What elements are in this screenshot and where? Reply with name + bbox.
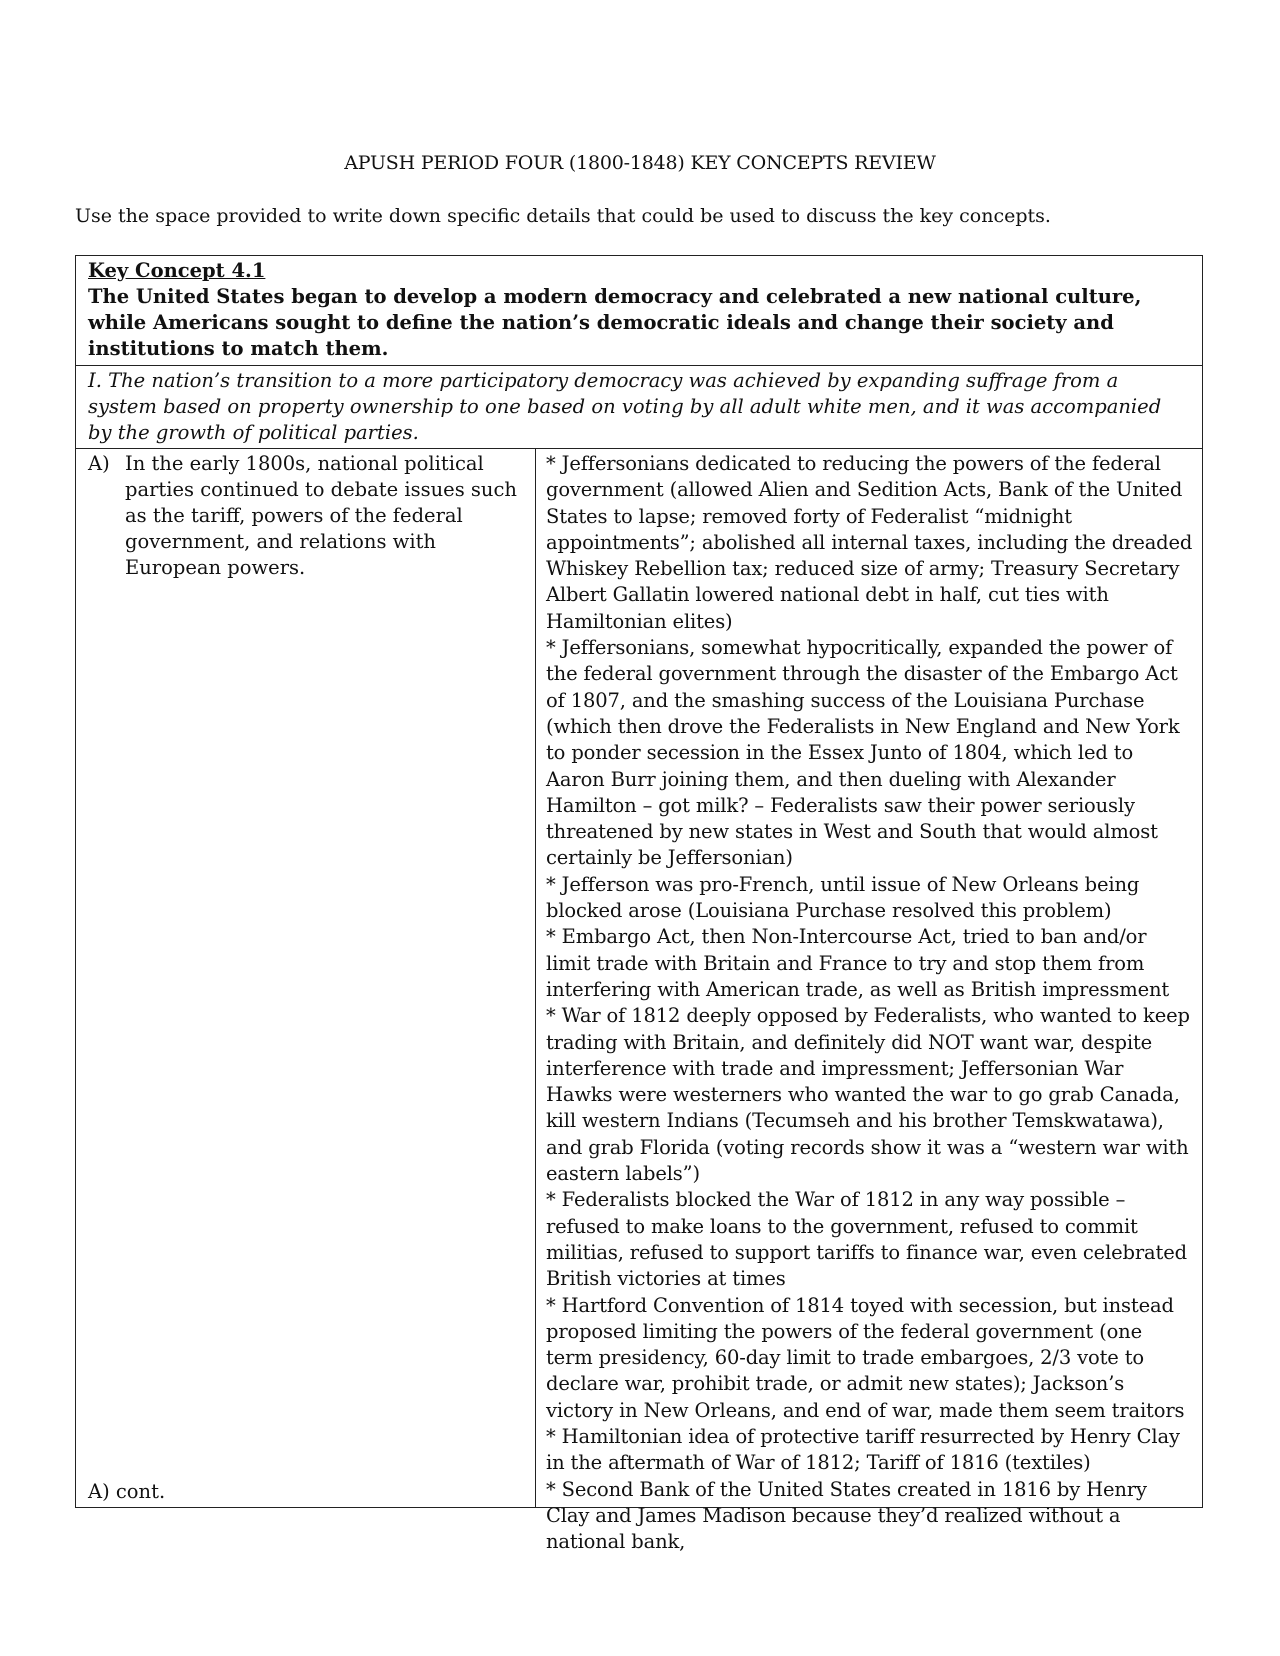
notes-column	[536, 449, 1202, 1554]
page-title: APUSH PERIOD FOUR (1800-1848) KEY CONCEPTS REVIEW	[344, 152, 936, 174]
concept-label: Key Concept 4.1	[88, 259, 266, 282]
concept-text: The United States began to develop a modern democracy and celebrated a new national culture, while Americans sought to define the nation’s democratic ideals and change their society and institutions to match them.	[88, 285, 1142, 360]
concept-header	[76, 256, 1202, 366]
instructions: Use the space provided to write down specific details that could be used to discuss the key concepts.	[75, 205, 1051, 227]
note-item: * Jefferson was pro-French, until issue of New Orleans being blocked arose (Louisiana Purchase resolved this problem)	[546, 872, 1140, 923]
item-text: In the early 1800s, national political parties continued to debate issues such as the tariff, powers of the federal government, and relations with European powers.	[125, 452, 517, 579]
left-item	[88, 451, 523, 581]
note-item: * Embargo Act, then Non-Intercourse Act, tried to ban and/or limit trade with Britain and France to try and stop them from interfering with American trade, as well as British impressment	[546, 925, 1170, 1001]
note-item: * War of 1812 deeply opposed by Federalists, who wanted to keep trading with Britain, and definitely did NOT want war, despite interference with trade and impressment; Jeffersonian War Hawks were westerners who wanted the war to go grab Canada, kill western Indians (Tecumseh and his brother Temskwatawa), and grab Florida (voting records show it was a “western war with eastern labels”)	[546, 1004, 1190, 1186]
note-item: * Second Bank of the United States created in 1816 by Henry Clay and James Madison because they’d realized without a national bank,	[546, 1477, 1147, 1554]
note-item: * Jeffersonians dedicated to reducing the powers of the federal government (allowed Alien and Sedition Acts, Bank of the United States to lapse; removed forty of Federalist “midnight appointments”; abolished all internal taxes, including the dreaded Whiskey Rebellion tax; reduced size of army; Treasury Secretary Albert Gallatin lowered national debt in half, cut ties with Hamiltonian elites)	[546, 452, 1193, 633]
section-statement: I. The nation’s transition to a more participatory democracy was achieved by expanding suffrage from a system based on property ownership to one based on voting by all adult white men, and it was accompanied by the growth of political parties.	[76, 366, 1202, 449]
note-item: * Hamiltonian idea of protective tariff resurrected by Henry Clay in the aftermath of War of 1812; Tariff of 1816 (textiles)	[546, 1424, 1180, 1475]
note-item: * Federalists blocked the War of 1812 in any way possible – refused to make loans to the government, refused to commit militias, refused to support tariffs to finance war, even celebrated British victories at times	[546, 1188, 1187, 1291]
detail-row	[76, 449, 1202, 1554]
item-label: A)	[88, 452, 110, 475]
note-item: * Hartford Convention of 1814 toyed with secession, but instead proposed limiting the powers of the federal government (one term presidency, 60-day limit to trade embargoes, 2/3 vote to declare war, prohibit trade, or admit new states); Jackson’s victory in New Orleans, and end of war, made them seem traitors	[546, 1293, 1185, 1422]
left-column	[76, 449, 536, 1507]
review-table	[75, 255, 1203, 1554]
continued-label: A) cont.	[88, 1480, 166, 1503]
note-item: * Jeffersonians, somewhat hypocritically, expanded the power of the federal government through the disaster of the Embargo Act of 1807, and the smashing success of the Louisiana Purchase (which then drove the Federalists in New England and New York to ponder secession in the Essex Junto of 1804, which led to Aaron Burr joining them, and then dueling with Alexander Hamilton – got milk? – Federalists saw their power seriously threatened by new states in West and South that would almost certainly be Jeffersonian)	[546, 636, 1180, 870]
